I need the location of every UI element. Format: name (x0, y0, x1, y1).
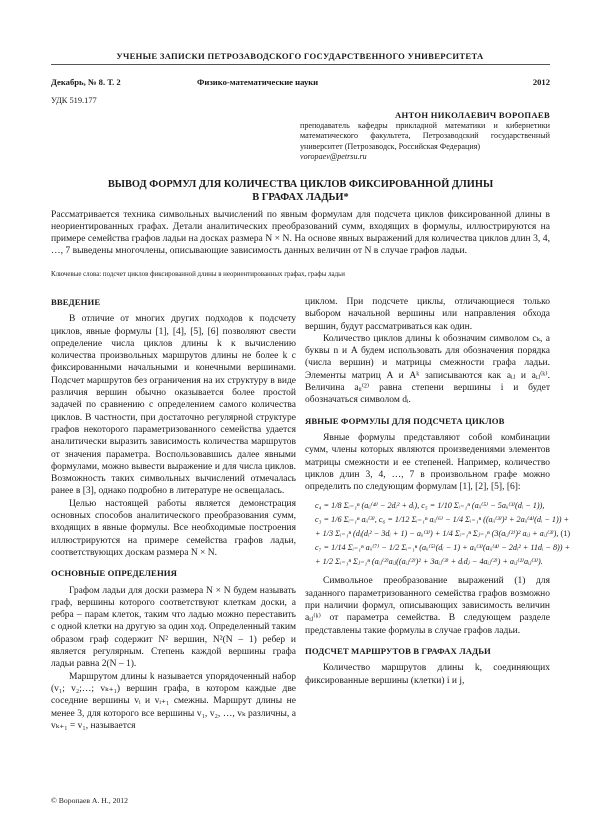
heading-introduction: ВВЕДЕНИЕ (51, 297, 101, 307)
author-email[interactable]: voropaev@petrsu.ru (300, 151, 367, 161)
paragraph: Графом ладьи для доски размера N × N будем называть граф, вершины которого соответствуют клеткам доски, а ребра – парам клеток, таким что ладью можно переставить с одной клетки на другую за один ход. Определенный таким образом граф содержит N² вершин, N²(N – 1) ребер и является регулярным. Степень каждой вершины графа ладьи равна 2(N – 1). (51, 585, 296, 670)
paragraph: Маршрутом длины k называется упорядоченный набор (v₁; v₂;…; vₖ₊₁) вершин графа, в котором каждые две соседние вершины vᵢ и vᵢ₊₁ смежны. Маршрут длины не менее 3, для которого все вершины v₁, v₂, …, vₖ различны, а vₖ₊₁ = v₁, называется (51, 671, 296, 731)
paragraph: Целью настоящей работы является демонстрация основных способов аналитического преобразования сумм, входящих в явные формулы. Все необходимые построения иллюстрируются на примере семейства графов ладьи, соответствующих доскам размера N × N. (51, 498, 296, 558)
author-name: АНТОН НИКОЛАЕВИЧ ВОРОПАЕВ (394, 110, 550, 120)
formula-line (315, 527, 571, 541)
issue-info: Декабрь, № 8. Т. 2 (51, 77, 121, 87)
author-affiliation: преподаватель кафедры прикладной математики и кибернетики математического факультета, Петрозаводский государственный университет (Петрозаводск, Российская Федерация) (300, 121, 550, 151)
header-divider (51, 64, 550, 65)
copyright-notice: © Воропаев А. Н., 2012 (51, 796, 128, 805)
heading-rook-routes: ПОДСЧЕТ МАРШРУТОВ В ГРАФАХ ЛАДЬИ (305, 645, 491, 656)
formula-number: (1) (560, 529, 571, 539)
udk-code: УДК 519.177 (51, 96, 97, 105)
heading-explicit-formulas: ЯВНЫЕ ФОРМУЛЫ ДЛЯ ПОДСЧЕТА ЦИКЛОВ (305, 415, 505, 426)
title-line-1: ВЫВОД ФОРМУЛ ДЛЯ КОЛИЧЕСТВА ЦИКЛОВ ФИКСИРОВАННОЙ ДЛИНЫ (107, 179, 494, 190)
paragraph: Символьное преобразование выражений (1) для заданного параметризованного семейства графов возможно при наличии формул, описывающих зависимость величин aᵢⱼ⁽ᵏ⁾ от параметра семейства. В следующем разделе представлены такие формулы в случае графов ладьи. (305, 576, 550, 636)
formula-block-1 (315, 499, 571, 569)
paragraph: Количество маршрутов длины k, соединяющих фиксированные вершины (клетки) i и j, (305, 663, 550, 686)
formula-line: + 1/2 Σᵢ₌₁ⁿ Σⱼ₌₁ⁿ (aᵢⱼ⁽²⁾aᵢⱼ((aᵢⱼ⁽²⁾)² + 3aᵢⱼ⁽³⁾ + dᵢdⱼ − 4aᵢⱼ⁽²⁾) + aᵢⱼ⁽²⁾aᵢⱼ⁽³⁾). (315, 557, 543, 567)
keywords: Ключевые слова: подсчет циклов фиксированной длины в неориентированных графах, графы ладьи (51, 271, 345, 278)
paragraph: Явные формулы представляют собой комбинации сумм, члены которых являются произведениями элементов матрицы смежности и ее степеней. Например, количество циклов длин 3, 4, …, 7 в произвольном графе можно определить по следующим формулам [1], [2], [5], [6]: (305, 432, 550, 493)
title-line-2: В ГРАФАХ ЛАДЬИ* (252, 192, 349, 203)
section-name: Физико-математические науки (197, 77, 319, 87)
heading-definitions: ОСНОВНЫЕ ОПРЕДЕЛЕНИЯ (51, 568, 178, 579)
journal-title: УЧЕНЫЕ ЗАПИСКИ ПЕТРОЗАВОДСКОГО ГОСУДАРСТВЕННОГО УНИВЕРСИТЕТА (116, 51, 484, 61)
formula-line: c₇ = 1/14 Σᵢ₌₁ⁿ aᵢᵢ⁽⁷⁾ − 1/2 Σᵢ₌₁ⁿ (aᵢᵢ⁽⁵⁾(dᵢ − 1) + aᵢᵢ⁽³⁾(aᵢᵢ⁽⁴⁾ − 2dᵢ² + 11dᵢ − 8)) + (315, 543, 571, 553)
author-block (300, 110, 550, 162)
publication-year: 2012 (532, 77, 550, 87)
abstract: Рассматривается техника символьных вычислений по явным формулам для подсчета циклов фиксированной длины в неориентированных графах. Детали аналитических преобразований сумм, входящих в формулы, иллюстрируются на примере семейства графов ладьи на досках размера N × N. На основе явных выражений для количества циклов длин 3, 4, …, 7 выведены многочлены, описывающие зависимость данных величин от N в случае графов ладьи. (51, 209, 550, 257)
formula-line: c₄ = 1/8 Σᵢ₌₁ⁿ (aᵢᵢ⁽⁴⁾ − 2dᵢ² + dᵢ), c₅ = 1/10 Σᵢ₌₁ⁿ (aᵢᵢ⁽⁵⁾ − 5aᵢᵢ⁽³⁾(dᵢ − 1)), (315, 501, 545, 511)
formula-line: c₃ = 1/6 Σᵢ₌₁ⁿ aᵢᵢ⁽³⁾, c₆ = 1/12 Σᵢ₌₁ⁿ aᵢᵢ⁽⁶⁾ − 1/4 Σᵢ₌₁ⁿ ((aᵢᵢ⁽³⁾)² + 2aᵢᵢ⁽⁴⁾(dᵢ − 1)) + (315, 515, 570, 525)
paragraph: Количество циклов длины k обозначим символом cₖ, а буквы n и A будем использовать для обозначения порядка (числа вершин) и матрицы смежности графа ладьи. Элементы матриц A и Aᵏ записываются как aᵢⱼ и aᵢⱼ⁽ᵏ⁾. Величина aᵢᵢ⁽²⁾ равна степени вершины i и будет обозначаться символом dᵢ. (305, 333, 550, 406)
formula-text: + 1/3 Σᵢ₌₁ⁿ (dᵢ(dᵢ² − 3dᵢ + 1) − aᵢᵢ⁽³⁾) + 1/4 Σᵢ₌₁ⁿ Σⱼ₌₁ⁿ (3(aᵢⱼ⁽²⁾)² aᵢⱼ + aᵢⱼ⁽³⁾), (315, 529, 559, 539)
paragraph: циклом. При подсчете циклы, отличающиеся только выбором начальной вершины или направления обхода вершин, будут рассматриваться как один. (305, 297, 550, 332)
article-title (51, 178, 550, 204)
right-column (305, 296, 571, 687)
paragraph: В отличие от многих других подходов к подсчету циклов, явные формулы [1], [4], [5], [6] позволяют свести определение числа циклов длины k к вычислению количества произвольных маршрутов длины не более k с фиксированными начальными и конечными вершинами. Подсчет маршрутов без ограничения на их структуру в виде различия вершин обычно оказывается более простой задачей по сравнению с определением самого количества циклов. В частности, при достаточно регулярной структуре графов некоторого параметризованного семейства удается аналитически выразить зависимость количества маршрутов от значения параметра. Воспользовавшись далее явными формулами, можно вывести выражение и для числа циклов. Возможность таких символьных вычислений отмечалась ранее в [3], однако подробно в литературе не освещалась. (51, 314, 296, 497)
left-column (51, 296, 296, 732)
